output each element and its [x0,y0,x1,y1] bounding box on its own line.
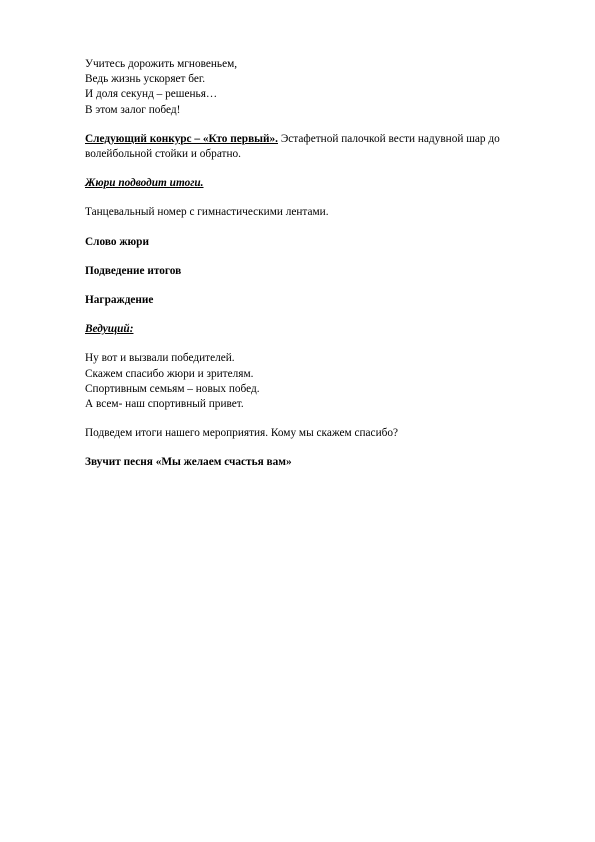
closing-text: Подведем итоги нашего мероприятия. Кому мы скажем спасибо? [85,427,399,440]
poem-line: Учитесь дорожить мгновеньем, [85,58,238,70]
song-text: Звучит песня «Мы желаем счастья вам» [85,456,292,469]
poem-line: Спортивным семьям – новых побед. [85,382,260,395]
contest-description: Эстафетной палочкой вести надувной шар до волейбольной стойки и обратно. [85,132,500,161]
poem-line: И доля секунд – решенья… [85,88,218,101]
dance-text: Танцевальный номер с гимнастическими лентами. [85,206,329,219]
contest-paragraph [85,132,525,162]
poem-line: Скажем спасибо жюри и зрителям. [85,367,254,380]
poem-stanza-2 [85,351,525,412]
dance-paragraph [85,205,525,220]
song-paragraph [85,455,525,470]
poem-line: А всем- наш спортивный привет. [85,398,244,411]
document-body [85,57,525,485]
closing-paragraph [85,426,525,441]
jury-word-heading: Слово жюри [85,235,149,248]
awards-heading: Награждение [85,294,154,307]
host-paragraph [85,322,525,337]
awards-paragraph [85,293,525,308]
summary-paragraph [85,264,525,279]
poem-stanza-1 [85,57,525,118]
jury-note: Жюри подводит итоги. [85,177,204,190]
host-label: Ведущий: [85,323,134,336]
jury-word-paragraph [85,235,525,250]
summary-heading: Подведение итогов [85,264,182,277]
poem-line: Ведь жизнь ускоряет бег. [85,73,206,86]
poem-line: В этом залог побед! [85,103,181,116]
jury-note-paragraph [85,176,525,191]
poem-line: Ну вот и вызвали победителей. [85,352,235,365]
contest-title: Следующий конкурс – «Кто первый». [85,132,278,145]
